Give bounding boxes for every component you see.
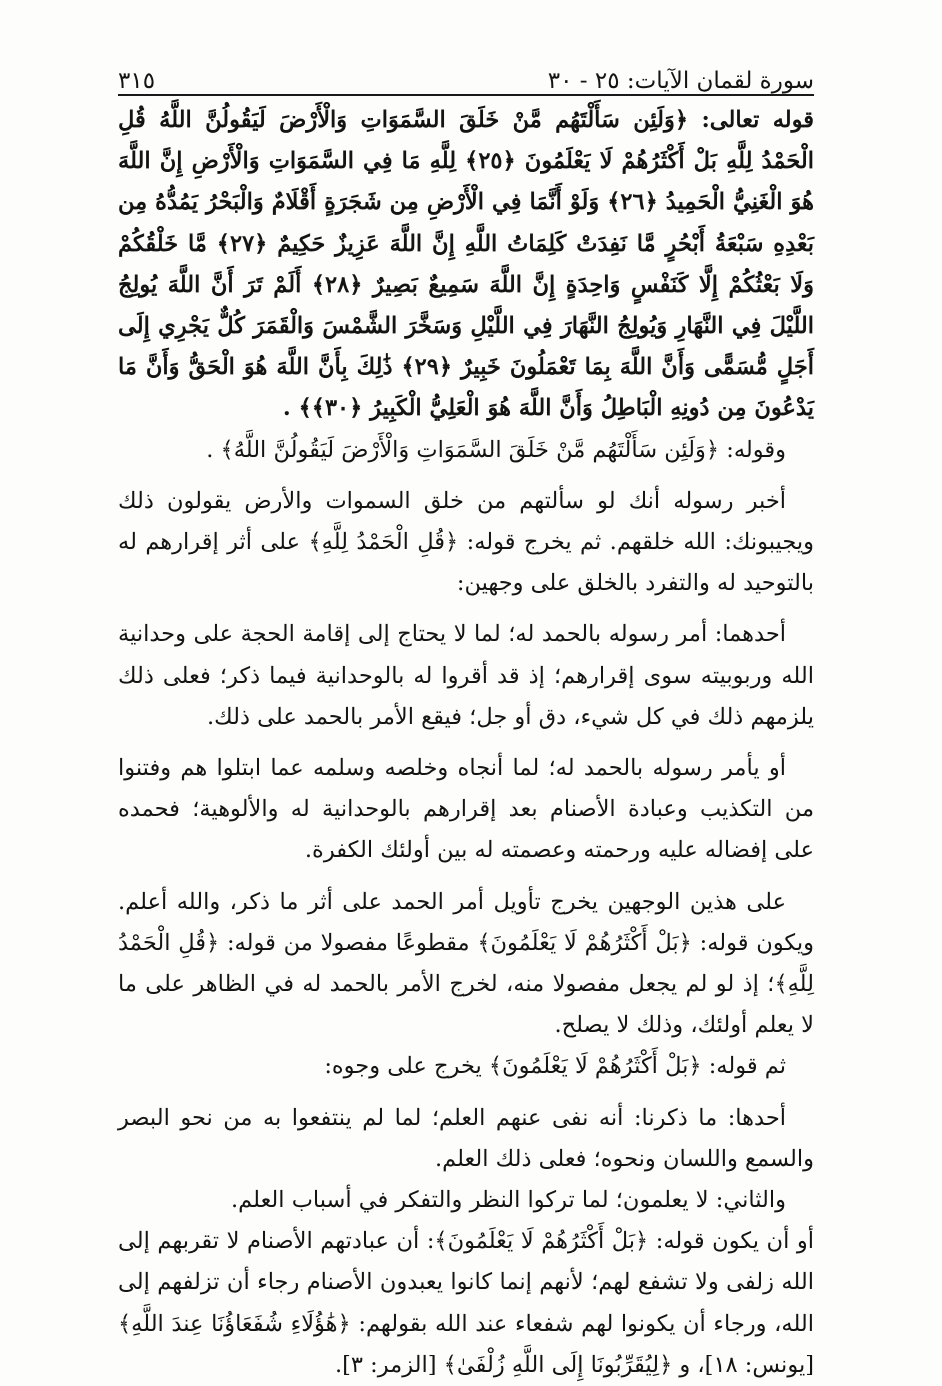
page-body [118,100,814,1386]
paragraph: أحدها: ما ذكرنا: أنه نفى عنهم العلم؛ لما لم ينتفعوا به من نحو البصر والسمع واللسان ونحوه؛ فعلى ذلك العلم. [118,1104,814,1172]
verse-text: ﴿وَلَئِن سَأَلْتَهُم مَّنْ خَلَقَ السَّمَوَاتِ وَالْأَرْضَ لَيَقُولُنَّ اللَّهُ قُلِ الْحَمْدُ لِلَّهِ بَلْ أَكْثَرُهُمْ لَا يَعْلَمُونَ ﴿٢٥﴾ لِلَّهِ مَا فِي السَّمَوَاتِ وَالْأَرْضِ إِنَّ اللَّهَ هُوَ الْغَنِيُّ الْحَمِيدُ ﴿٢٦﴾ وَلَوْ أَنَّمَا فِي الْأَرْضِ مِن شَجَرَةٍ أَقْلَامٌ وَالْبَحْرُ يَمُدُّهُ مِن بَعْدِهِ سَبْعَةُ أَبْحُرٍ مَّا نَفِدَتْ كَلِمَاتُ اللَّهِ إِنَّ اللَّهَ عَزِيزٌ حَكِيمٌ ﴿٢٧﴾ مَّا خَلْقُكُمْ وَلَا بَعْثُكُمْ إِلَّا كَنَفْسٍ وَاحِدَةٍ إِنَّ اللَّهَ سَمِيعٌ بَصِيرٌ ﴿٢٨﴾ أَلَمْ تَرَ أَنَّ اللَّهَ يُولِجُ اللَّيْلَ فِي النَّهَارِ وَيُولِجُ النَّهَارَ فِي اللَّيْلِ وَسَخَّرَ الشَّمْسَ وَالْقَمَرَ كُلٌّ يَجْرِي إِلَى أَجَلٍ مُّسَمًّى وَأَنَّ اللَّهَ بِمَا تَعْمَلُونَ خَبِيرٌ ﴿٢٩﴾ ذَٰلِكَ بِأَنَّ اللَّهَ هُوَ الْحَقُّ وَأَنَّ مَا يَدْعُونَ مِن دُونِهِ الْبَاطِلُ وَأَنَّ اللَّهَ هُوَ الْعَلِيُّ الْكَبِيرُ ﴿٣٠﴾﴾ . [118,107,815,422]
paragraph: وقوله: ﴿وَلَئِن سَأَلْتَهُم مَّنْ خَلَقَ السَّمَوَاتِ وَالْأَرْضَ لَيَقُولُنَّ اللَّهُ﴾ . [206,436,786,463]
paragraph: أخبر رسوله أنك لو سألتهم من خلق السموات والأرض يقولون ذلك ويجيبونك: الله خلقهم. ثم يخرج قوله: ﴿قُلِ الْحَمْدُ لِلَّهِ﴾ على أثر إقرارهم له بالتوحيد له والتفرد بالخلق على وجهين: [118,487,814,597]
paragraph: والثاني: لا يعلمون؛ لما تركوا النظر والتفكر في أسباب العلم. [231,1187,786,1214]
paragraph: على هذين الوجهين يخرج تأويل أمر الحمد على أثر ما ذكر، والله أعلم. ويكون قوله: ﴿بَلْ أَكْثَرُهُمْ لَا يَعْلَمُونَ﴾ مقطوعًا مفصولا من قوله: ﴿قُلِ الْحَمْدُ لِلَّهِ﴾؛ إذ لو لم يجعل مفصولا منه، لخرج الأمر بالحمد له في الظاهر على ما لا يعلم أولئك، وذلك لا يصلح. [118,888,814,1039]
verse-heading: قوله تعالى: [688,107,814,133]
page-number: ٣١٥ [118,68,156,94]
paragraph: أو يأمر رسوله بالحمد له؛ لما أنجاه وخلصه وسلمه عما ابتلوا هم وفتنوا من التكذيب وعبادة الأصنام بعد إقرارهم بالوحدانية له والألوهية؛ فحمده على إفضاله عليه ورحمته وعصمته له بين أولئك الكفرة. [118,755,814,864]
paragraph: ثم قوله: ﴿بَلْ أَكْثَرُهُمْ لَا يَعْلَمُونَ﴾ يخرج على وجوه: [324,1053,786,1080]
header-rule [118,94,814,96]
paragraph: أحدهما: أمر رسوله بالحمد له؛ لما لا يحتاج إلى إقامة الحجة على وحدانية الله وربوبيته سوى إقرارهم؛ إذ قد أقروا له بالوحدانية فيما ذكر؛ فعلى ذلك يلزمهم ذلك في كل شيء، دق أو جل؛ فيقع الأمر بالحمد على ذلك. [118,621,814,730]
running-title: سورة لقمان الآيات: ٢٥ - ٣٠ [547,68,814,94]
verse-paragraph [118,100,814,430]
running-header [118,54,814,94]
paragraph: أو أن يكون قوله: ﴿بَلْ أَكْثَرُهُمْ لَا يَعْلَمُونَ﴾: أن عبادتهم الأصنام لا تقربهم إلى الله زلفى ولا تشفع لهم؛ لأنهم إنما كانوا يعبدون الأصنام رجاء أن تزلفهم إلى الله، ورجاء أن يكونوا لهم شفعاء عند الله بقولهم: ﴿هَٰؤُلَاءِ شُفَعَاؤُنَا عِندَ اللَّهِ﴾ [يونس: ١٨]، و ﴿لِيُقَرِّبُونَا إِلَى اللَّهِ زُلْفَىٰ﴾ [الزمر: ٣]. [118,1228,814,1378]
